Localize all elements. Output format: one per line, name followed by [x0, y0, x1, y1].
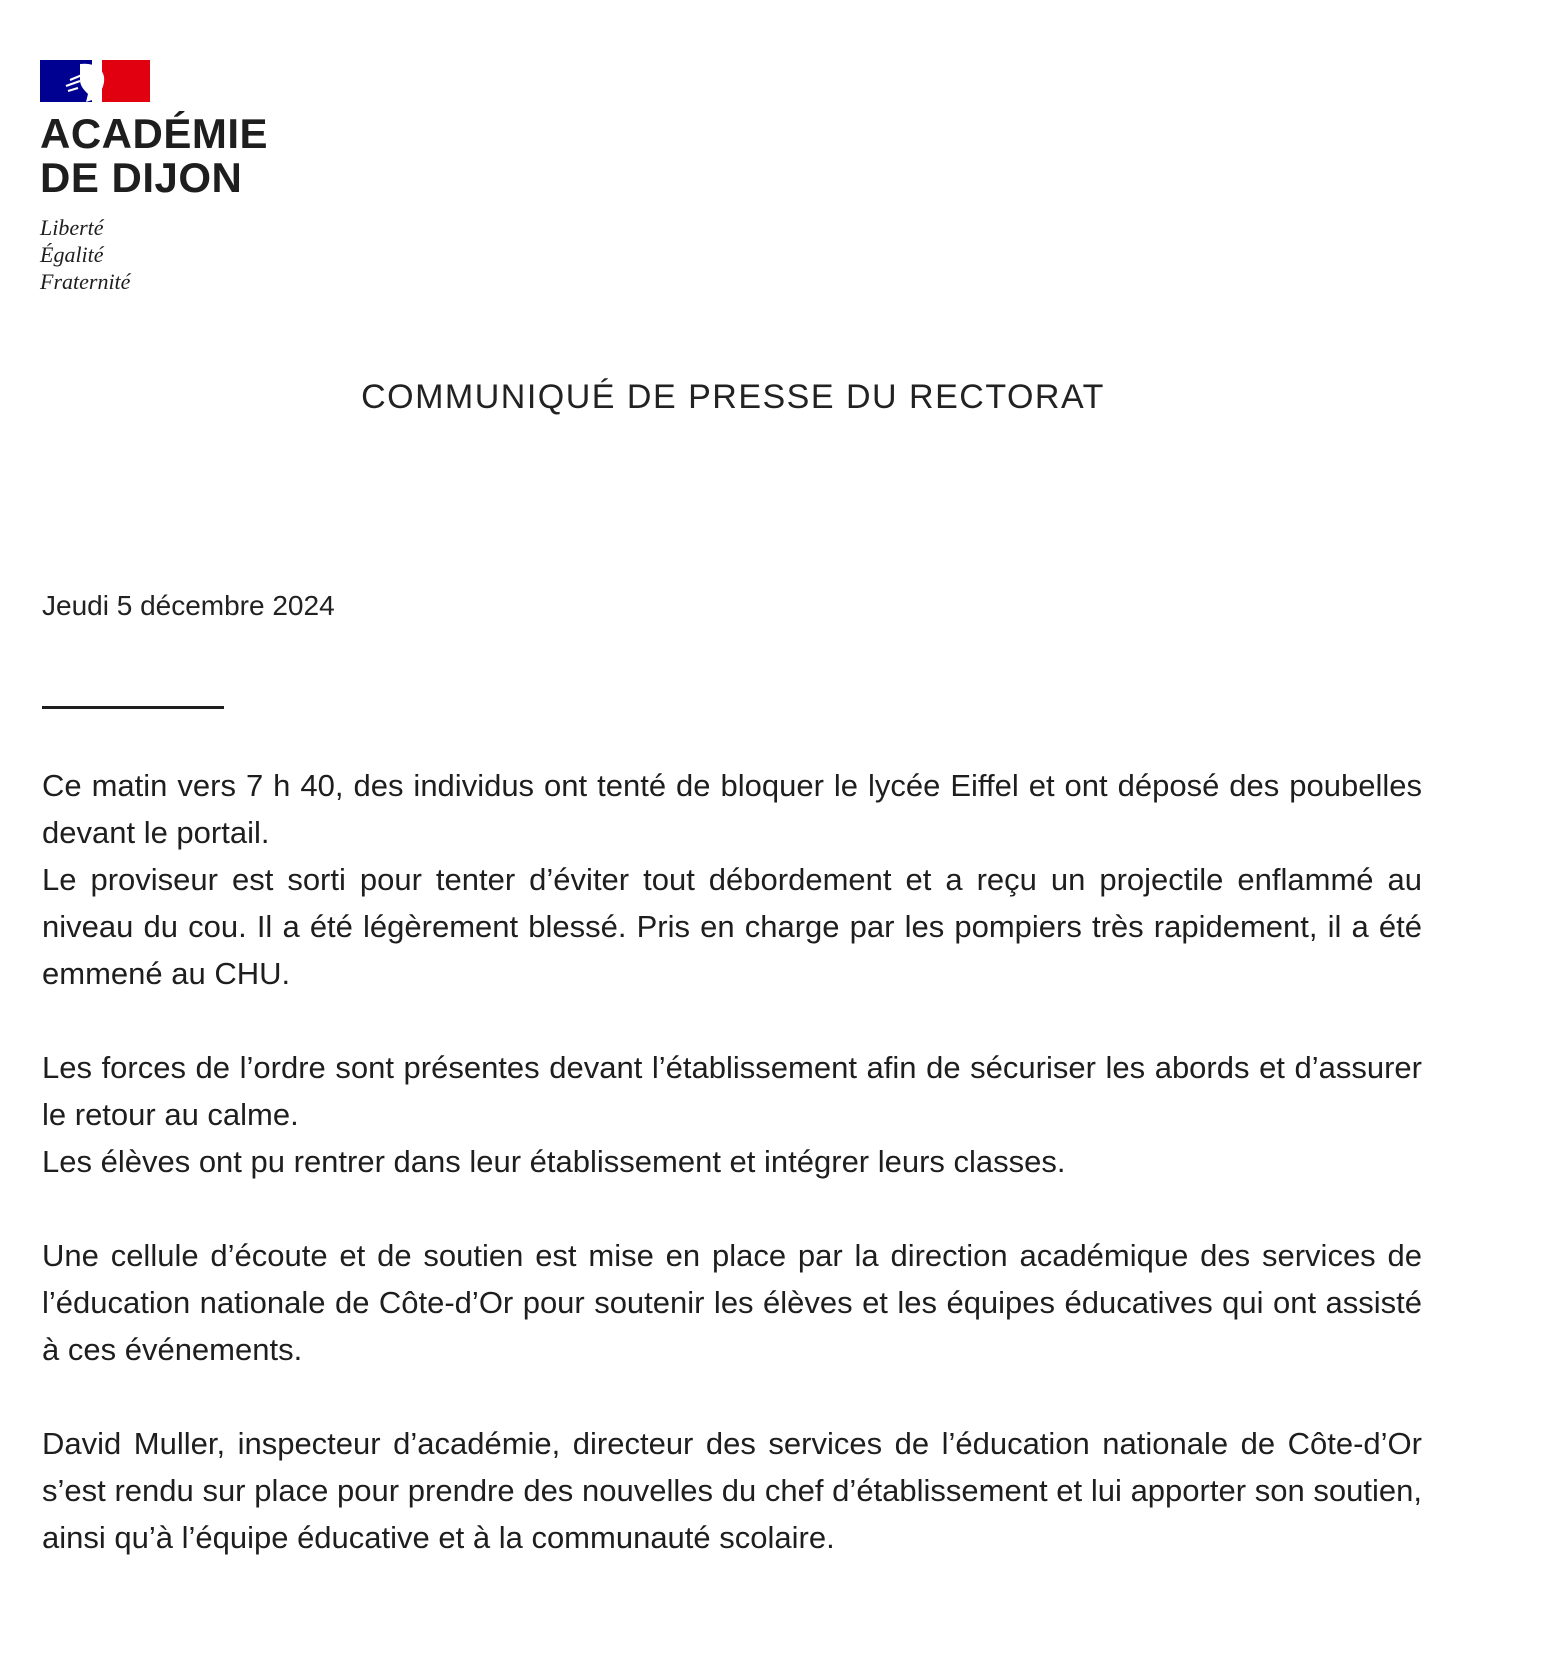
paragraph-support-cell [42, 1232, 1422, 1373]
republic-flag-marianne-icon [40, 60, 150, 102]
paragraph-line: Le proviseur est sorti pour tenter d’éviter tout débordement et a reçu un projectile enflammé au niveau du cou. Il a été légèrement blessé. Pris en charge par les pompiers très rapidement, il a été emmené au CHU. [42, 862, 1422, 991]
paragraph-line: Les élèves ont pu rentrer dans leur établissement et intégrer leurs classes. [42, 1144, 1066, 1179]
paragraph-police [42, 1044, 1422, 1185]
paragraph-line: Les forces de l’ordre sont présentes devant l’établissement afin de sécuriser les abords et d’assurer le retour au calme. [42, 1050, 1422, 1132]
institution-name [40, 112, 268, 200]
institution-name-line2: DE DIJON [40, 154, 243, 201]
institution-logo [40, 60, 268, 295]
motto-egalite: Égalité [40, 242, 104, 267]
document-body [42, 762, 1422, 1608]
document-date: Jeudi 5 décembre 2024 [42, 590, 335, 621]
title-separator [42, 706, 224, 709]
paragraph-line: Ce matin vers 7 h 40, des individus ont tenté de bloquer le lycée Eiffel et ont déposé des poubelles devant le portail. [42, 768, 1422, 850]
paragraph-inspector [42, 1420, 1422, 1561]
institution-name-line1: ACADÉMIE [40, 110, 269, 157]
paragraph-line: Une cellule d’écoute et de soutien est mise en place par la direction académique des services de l’éducation nationale de Côte-d’Or pour soutenir les élèves et les équipes éducatives qui ont assisté à ces événements. [42, 1238, 1422, 1367]
motto-liberte: Liberté [40, 215, 104, 240]
document-title: COMMUNIQUÉ DE PRESSE DU RECTORAT [361, 378, 1105, 416]
republic-motto [40, 214, 268, 295]
motto-fraternite: Fraternité [40, 269, 131, 294]
paragraph-line: David Muller, inspecteur d’académie, directeur des services de l’éducation nationale de Côte-d’Or s’est rendu sur place pour prendre des nouvelles du chef d’établissement et lui apporter son soutien, ainsi qu’à l’équipe éducative et à la communauté scolaire. [42, 1426, 1422, 1555]
paragraph-incident [42, 762, 1422, 997]
